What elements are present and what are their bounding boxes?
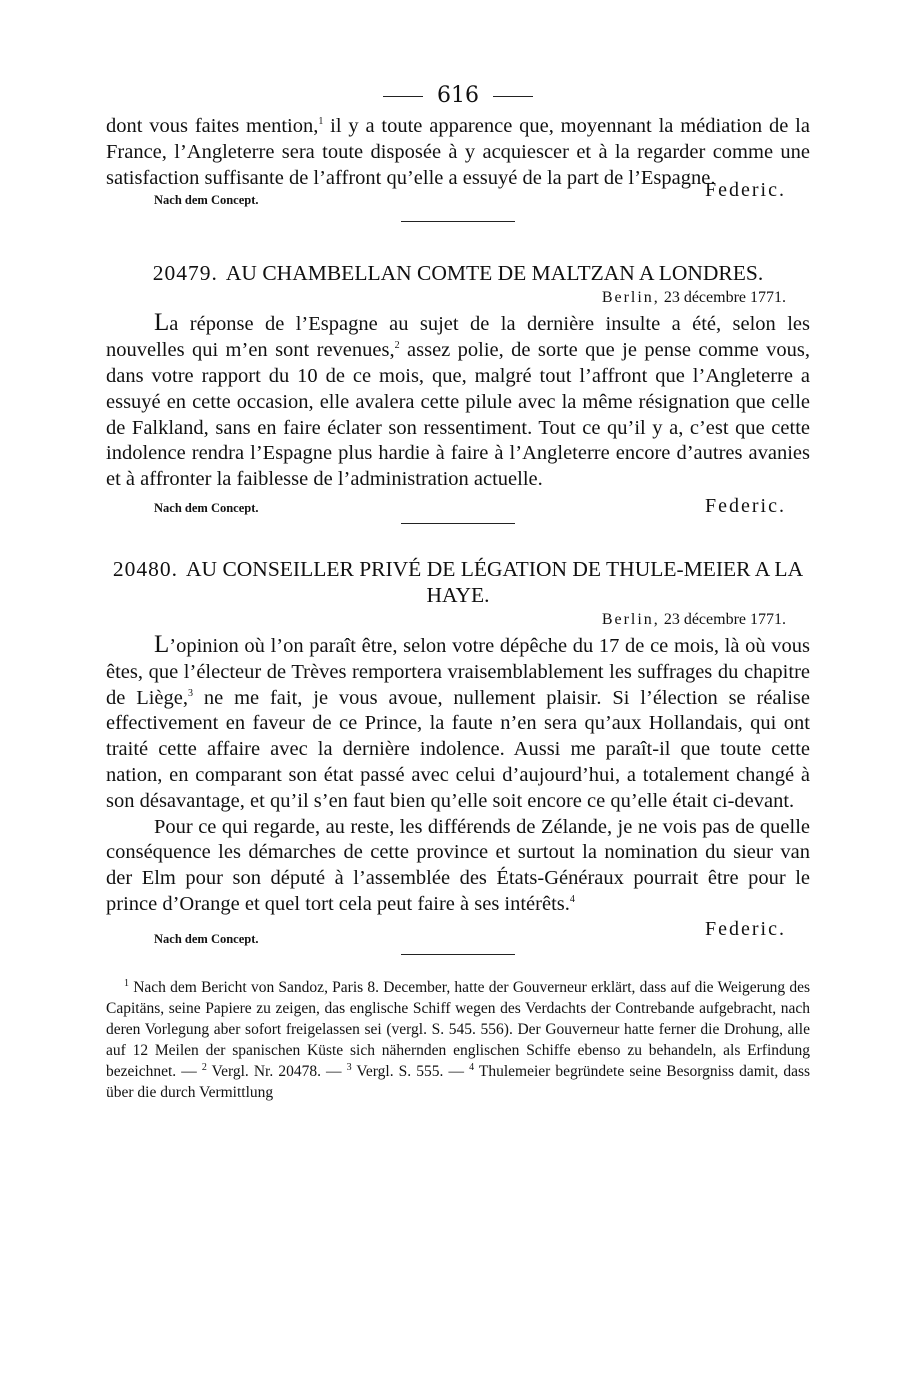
header-dash-right (493, 96, 533, 97)
footnote-3: Vergl. S. 555. — (351, 1062, 464, 1080)
source-note: Nach dem Concept. (154, 931, 259, 946)
footnote-4: Thulemeier begründete seine Besorgniss damit, dass über die durch Vermittlung (106, 1062, 811, 1101)
footnote-1: Nach dem Bericht von Sandoz, Paris 8. December, hatte der Gouverneur erklärt, dass auf die Weigerung des Capitäns, seine Papiere zu zeigen, das englische Schiff wegen des Verdachts der Contrebande aufgebracht, nach deren Vorlegung aber sofort freigelassen sei (vergl. S. 545. 556). Der Gouverneur hatte ferner die Drohung, alle auf 12 Meilen der spanischen Küste sich nähernden englischen Schiffe ebenso zu behandeln, als Erfindung bezeichnet. — (106, 978, 810, 1080)
letter-paragraph (106, 310, 810, 493)
initial-letter: L (154, 309, 170, 337)
paragraph-text-cont: ne me fait, je vous avoue, nullement plaisir. Si l’élection se réalise effectivement en faveur de ce Prince, la faute n’en sera qu’aux Hollandais, qui ont traité cette affaire avec la dernière indolence. Aussi me paraît-il que toute cette nation, en comparant son état passé avec celui d’aujourd’hui, a totalement changé à son désavantage, et qu’il s’en faut bien qu’elle soit encore ce qu’elle était ci-devant. (106, 686, 810, 812)
footnote-mark: 1 (124, 977, 129, 989)
footnote-2: Vergl. Nr. 20478. — (206, 1062, 342, 1080)
paragraph-text: ’opinion où l’on paraît être, selon votre dépêche du 17 de ce mois, là où vous êtes, que l’électeur de Trèves remportera vraisemblablement les suffrages du chapitre de Liège, (106, 634, 810, 709)
letter-heading (106, 556, 810, 608)
signature: Federic. (705, 917, 786, 940)
date: 23 décembre 1771. (663, 610, 786, 628)
footnote-ref-4: 4 (569, 894, 575, 906)
signature: Federic. (705, 179, 786, 202)
footnote-mark: 2 (201, 1061, 207, 1073)
letter-paragraph-2 (106, 815, 810, 918)
date: 23 décembre 1771. (663, 289, 786, 307)
footnote-ref-2: 2 (394, 340, 400, 352)
letter-number: 20480. (112, 556, 179, 581)
footnote-ref-1: 1 (318, 116, 324, 128)
place-date (106, 286, 786, 310)
footnotes (106, 977, 810, 1103)
paragraph-text: Pour ce qui regarde, au reste, les différends de Zélande, je ne vois pas de quelle conséquence les démarches de cette province et surtout la nomination du sieur van der Elm pour son député à l’assemblée des États-Généraux pourrait être pour le prince d’Orange et quel tort cela peut faire à ses intérêts. (106, 815, 810, 915)
letter-number: 20479. (152, 261, 218, 286)
letter-title: AU CONSEILLER PRIVÉ DE LÉGATION DE THULE-MEIER A LA HAYE. (186, 556, 804, 607)
letter-title: AU CHAMBELLAN COMTE DE MALTZAN A LONDRES. (225, 261, 764, 286)
signature-line (106, 918, 810, 946)
footnote-ref-3: 3 (188, 687, 193, 699)
page-header (106, 78, 810, 114)
signature-line (106, 493, 810, 521)
page (106, 78, 810, 1103)
footnote-mark: 3 (346, 1061, 352, 1073)
place: Berlin, (601, 289, 660, 307)
paragraph-text-cont: assez polie, de sorte que je pense comme vous, dans votre rapport du 10 de ce mois, que, malgré tout l’affront que l’Angleterre a essuyé en cette occasion, elle avalera cette pilule avec la même résignation que celle de Falkland, sans en faire éclater son ressentiment. Tout ce qu’il y a, c’est que cette indolence rendra l’Espagne plus hardie à faire à l’Angleterre encore d’autres avanies et à affronter la faiblesse de l’administration actuelle. (106, 339, 810, 491)
letter-heading (106, 260, 810, 286)
source-note: Nach dem Concept. (154, 193, 259, 208)
carryover-text-cont: il y a toute apparence que, moyennant la médiation de la France, l’Angleterre sera toute disposée à y acquiescer et à la regarder comme une satisfaction suffisante de l’affront qu’elle a essuyé de la part de l’Espagne. (106, 115, 810, 189)
initial-letter: L (154, 630, 170, 658)
header-dash-left (383, 96, 423, 97)
footnote-mark: 4 (469, 1061, 475, 1073)
page-number: 616 (437, 83, 479, 108)
paragraph-text: a réponse de l’Espagne au sujet de la dernière insulte a été, selon les nouvelles qui m’en sont revenues, (106, 313, 810, 362)
place-date (106, 608, 786, 632)
place: Berlin, (601, 610, 660, 628)
carryover-text: dont vous faites mention, (106, 115, 319, 137)
signature: Federic. (705, 494, 786, 517)
letter-paragraph (106, 632, 810, 815)
source-note: Nach dem Concept. (154, 500, 259, 515)
carryover-signature-line (106, 179, 810, 217)
